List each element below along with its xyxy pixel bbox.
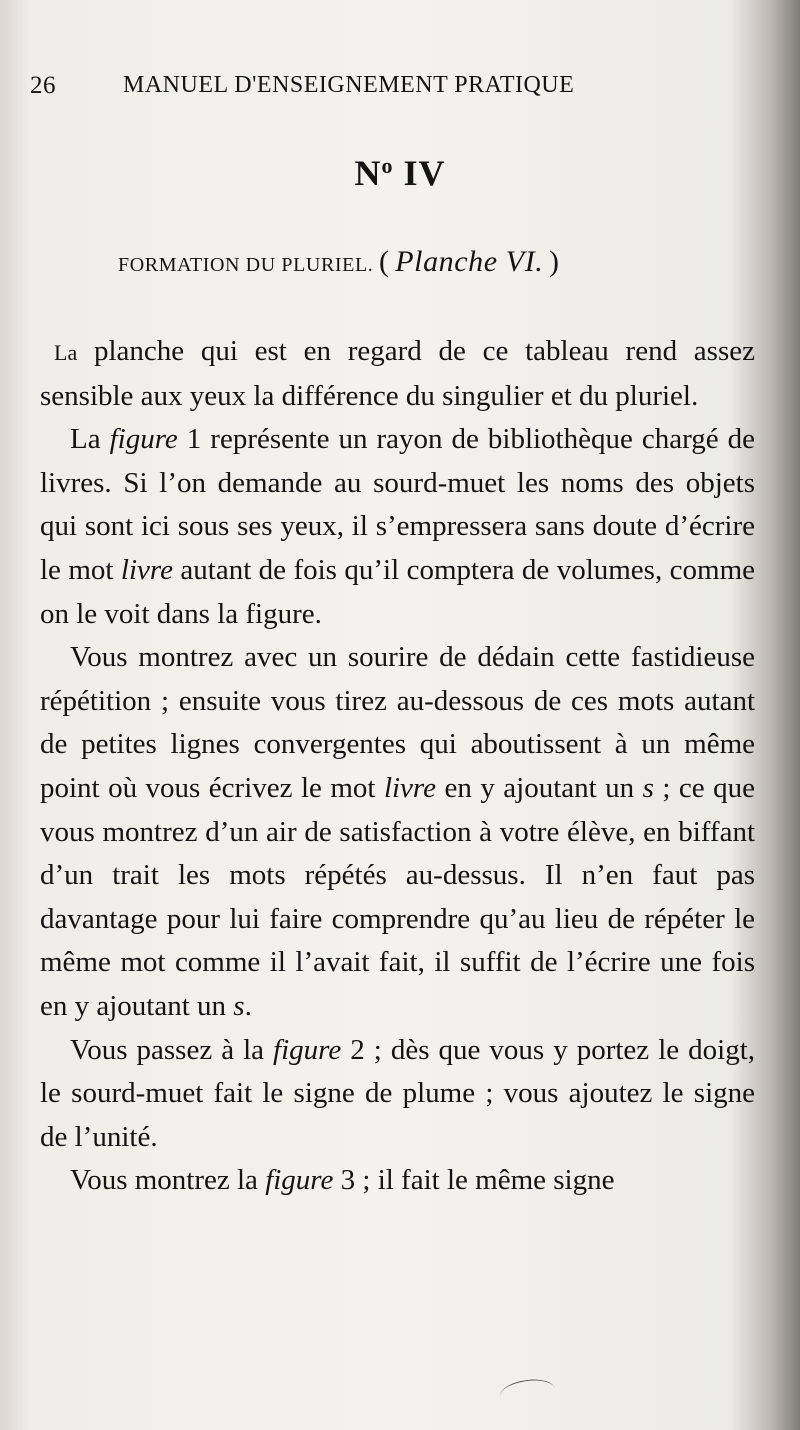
paragraph: Vous montrez la figure 3 ; il fait le même signe <box>70 1164 615 1197</box>
open-parenthesis: ( <box>379 245 390 278</box>
section-number <box>0 152 800 194</box>
paragraph: La figure 1 représente un rayon de bibliothèque chargé de livres. Si l’on demande au sourd-muet les noms des objets qui sont ici sous ses yeux, il s’empressera sans doute d’écrire le mot livre autant de fois qu’il comptera de volumes, comme on le voit dans la figure. <box>40 423 755 630</box>
close-parenthesis: ) <box>549 245 560 278</box>
paragraph: Vous passez à la figure 2 ; dès que vous y portez le doigt, le sourd-muet fait le signe de plume ; vous ajoutez le signe de l’unité. <box>40 1033 756 1153</box>
section-number-prefix: N <box>354 153 382 193</box>
section-number-superscript: o <box>381 153 394 178</box>
section-title-caps: FORMATION DU PLURIEL. <box>118 254 374 276</box>
page-mark <box>499 1376 557 1408</box>
section-number-value: IV <box>403 153 446 193</box>
paragraph: La planche qui est en regard de ce tableau rend assez sensible aux yeux la différence du singulier et du pluriel. <box>40 335 755 412</box>
body-text <box>40 330 755 1203</box>
paragraph: Vous montrez avec un sourire de dédain cette fastidieuse répétition ; ensuite vous tirez au-dessous de ces mots autant de petites lignes convergentes qui aboutissent à un même point où vous écrivez le mot livre en y ajoutant un s ; ce que vous montrez d’un air de satisfaction à votre élève, en biffant d’un trait les mots répétés au-dessus. Il n’en faut pas davantage pour lui faire comprendre qu’au lieu de répéter le même mot comme il l’avait fait, il suffit de l’écrire une fois en y ajoutant un s. <box>40 641 755 1022</box>
dropcap: La <box>54 340 78 365</box>
page-number: 26 <box>30 72 56 99</box>
section-title <box>118 245 560 279</box>
plate-reference: Planche VI. <box>395 245 544 278</box>
page-header <box>30 72 750 106</box>
running-head: MANUEL D'ENSEIGNEMENT PRATIQUE <box>123 72 575 98</box>
